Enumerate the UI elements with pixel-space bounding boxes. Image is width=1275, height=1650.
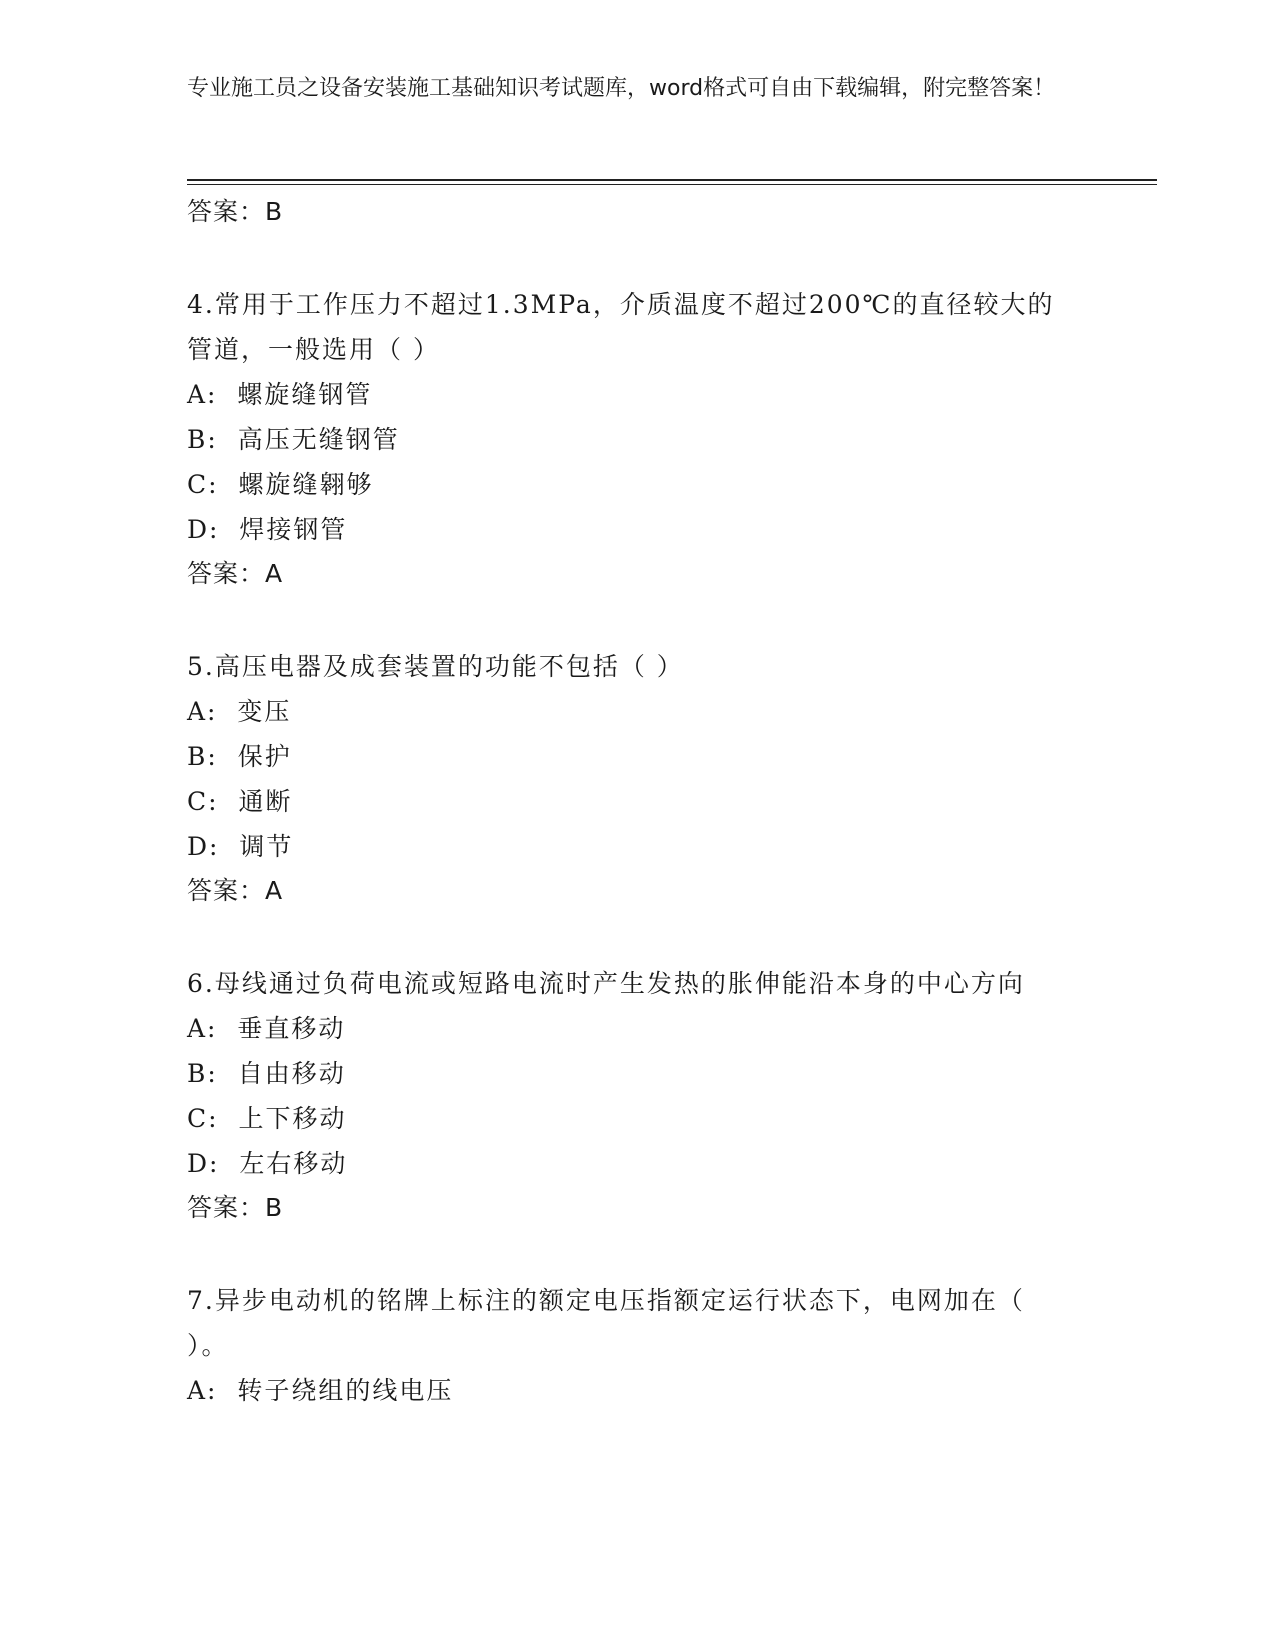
answer-line: 答案：B (187, 197, 284, 226)
question-6: 6.母线通过负荷电流或短路电流时产生发热的胀伸能沿本身的中心方向 (187, 969, 1025, 998)
question-4: 4.常用于工作压力不超过1.3MPa，介质温度不超过200℃的直径较大的管道，一般选用（ ） (187, 290, 1055, 364)
answer-line: 答案：B (187, 1193, 284, 1222)
option-a: A: 垂直移动 (187, 1014, 346, 1043)
answer-line: 答案：A (187, 876, 284, 905)
question-list (187, 190, 1067, 1413)
option-b: B: 高压无缝钢管 (187, 425, 400, 454)
option-d: D: 焊接钢管 (187, 515, 348, 544)
option-a: A: 转子绕组的线电压 (187, 1376, 454, 1405)
block-spacer (187, 913, 1067, 961)
block-spacer (187, 234, 1067, 282)
answer-line: 答案：A (187, 559, 284, 588)
question-5: 5.高压电器及成套装置的功能不包括（ ） (187, 652, 684, 681)
option-d: D: 调节 (187, 832, 294, 861)
option-a: A: 螺旋缝钢管 (187, 380, 373, 409)
option-c: C: 通断 (187, 787, 293, 816)
option-b: B: 保护 (187, 742, 292, 771)
block-spacer (187, 1230, 1067, 1278)
option-d: D: 左右移动 (187, 1149, 348, 1178)
block-spacer (187, 596, 1067, 644)
header-rule-thin (187, 184, 1157, 185)
question-7: 7.异步电动机的铭牌上标注的额定电压指额定运行状态下，电网加在（ ）。 (187, 1286, 1025, 1360)
option-c: C: 螺旋缝翱够 (187, 470, 374, 499)
document-header-title: 专业施工员之设备安装施工基础知识考试题库，word格式可自由下载编辑，附完整答案！ (187, 76, 1056, 101)
header-rule-thick (187, 179, 1157, 181)
option-c: C: 上下移动 (187, 1104, 347, 1133)
option-a: A: 变压 (187, 697, 292, 726)
option-b: B: 自由移动 (187, 1059, 346, 1088)
